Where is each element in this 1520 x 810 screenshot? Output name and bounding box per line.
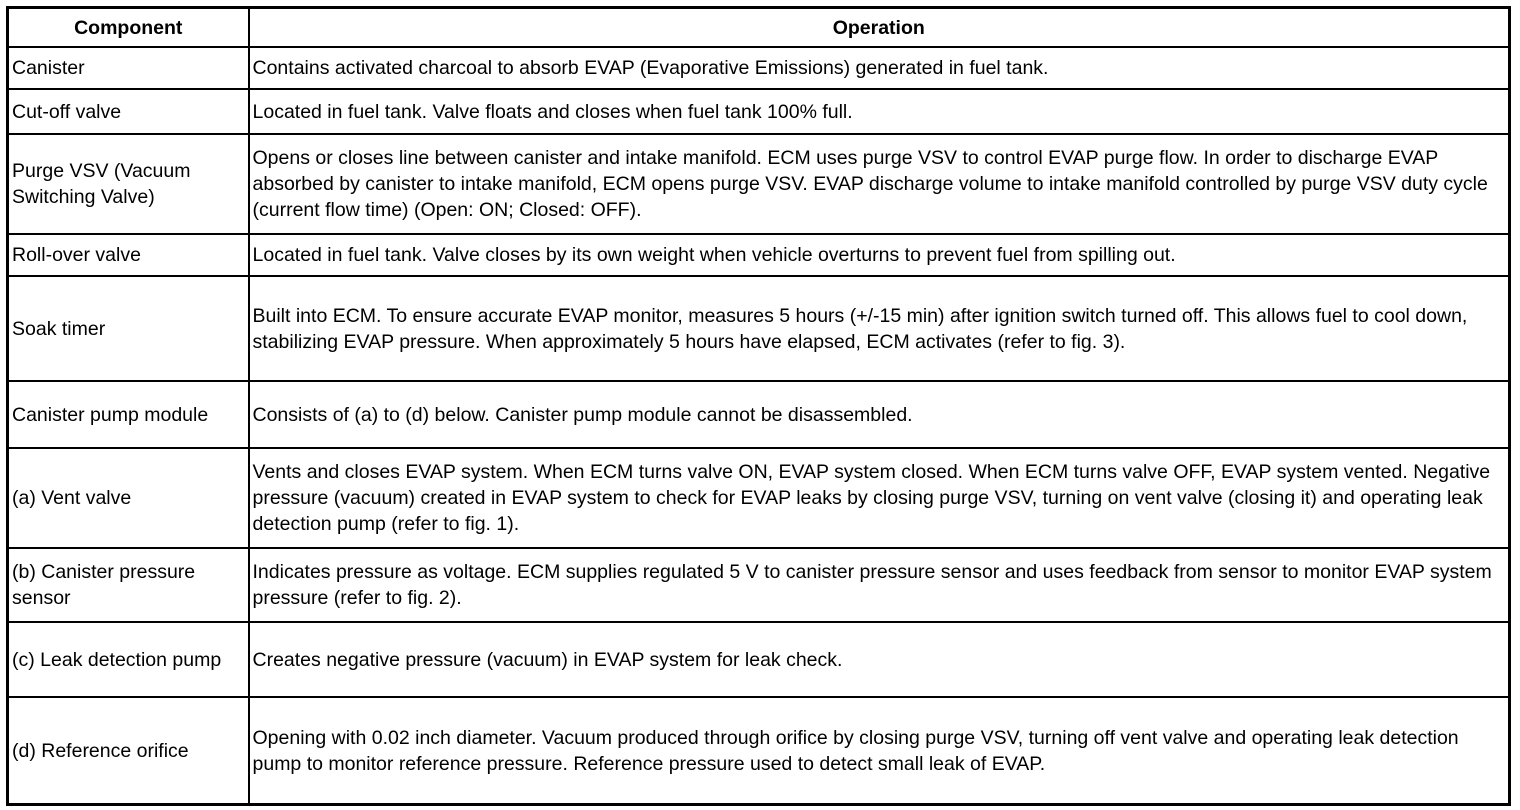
table-row — [8, 134, 1510, 234]
operation-cell: Built into ECM. To ensure accurate EVAP monitor, measures 5 hours (+/-15 min) after ignition switch turned off. This allows fuel to cool down, stabilizing EVAP pressure. When approximately 5 hours have elapsed, ECM activates (refer to fig. 3). — [249, 276, 1510, 381]
component-cell: (b) Canister pressure sensor — [8, 548, 249, 622]
table-header-row — [8, 8, 1510, 48]
table-row — [8, 234, 1510, 276]
operation-cell: Contains activated charcoal to absorb EVAP (Evaporative Emissions) generated in fuel tank. — [249, 47, 1510, 89]
component-cell: Soak timer — [8, 276, 249, 381]
component-cell: Purge VSV (Vacuum Switching Valve) — [8, 134, 249, 234]
table-row — [8, 548, 1510, 622]
component-cell: Canister pump module — [8, 381, 249, 448]
component-cell: Cut-off valve — [8, 89, 249, 134]
header-operation: Operation — [249, 8, 1510, 48]
component-cell: (d) Reference orifice — [8, 697, 249, 805]
table-row — [8, 381, 1510, 448]
operation-cell: Creates negative pressure (vacuum) in EVAP system for leak check. — [249, 622, 1510, 697]
header-component: Component — [8, 8, 249, 48]
evap-components-table-container — [6, 6, 1508, 806]
component-cell: Roll-over valve — [8, 234, 249, 276]
table-row — [8, 89, 1510, 134]
table-row — [8, 47, 1510, 89]
evap-components-table — [6, 6, 1511, 806]
operation-cell: Vents and closes EVAP system. When ECM turns valve ON, EVAP system closed. When ECM turns valve OFF, EVAP system vented. Negative pressure (vacuum) created in EVAP system to check for EVAP leaks by closing purge VSV, turning on vent valve (closing it) and operating leak detection pump (refer to fig. 1). — [249, 448, 1510, 548]
table-row — [8, 448, 1510, 548]
operation-cell: Indicates pressure as voltage. ECM supplies regulated 5 V to canister pressure sensor and uses feedback from sensor to monitor EVAP system pressure (refer to fig. 2). — [249, 548, 1510, 622]
table-row — [8, 276, 1510, 381]
table-row — [8, 697, 1510, 805]
table-row — [8, 622, 1510, 697]
operation-cell: Opening with 0.02 inch diameter. Vacuum produced through orifice by closing purge VSV, turning off vent valve and operating leak detection pump to monitor reference pressure. Reference pressure used to detect small leak of EVAP. — [249, 697, 1510, 805]
component-cell: (c) Leak detection pump — [8, 622, 249, 697]
operation-cell: Opens or closes line between canister and intake manifold. ECM uses purge VSV to control EVAP purge flow. In order to discharge EVAP absorbed by canister to intake manifold, ECM opens purge VSV. EVAP discharge volume to intake manifold controlled by purge VSV duty cycle (current flow time) (Open: ON; Closed: OFF). — [249, 134, 1510, 234]
operation-cell: Located in fuel tank. Valve floats and closes when fuel tank 100% full. — [249, 89, 1510, 134]
component-cell: Canister — [8, 47, 249, 89]
operation-cell: Located in fuel tank. Valve closes by its own weight when vehicle overturns to prevent fuel from spilling out. — [249, 234, 1510, 276]
component-cell: (a) Vent valve — [8, 448, 249, 548]
operation-cell: Consists of (a) to (d) below. Canister pump module cannot be disassembled. — [249, 381, 1510, 448]
